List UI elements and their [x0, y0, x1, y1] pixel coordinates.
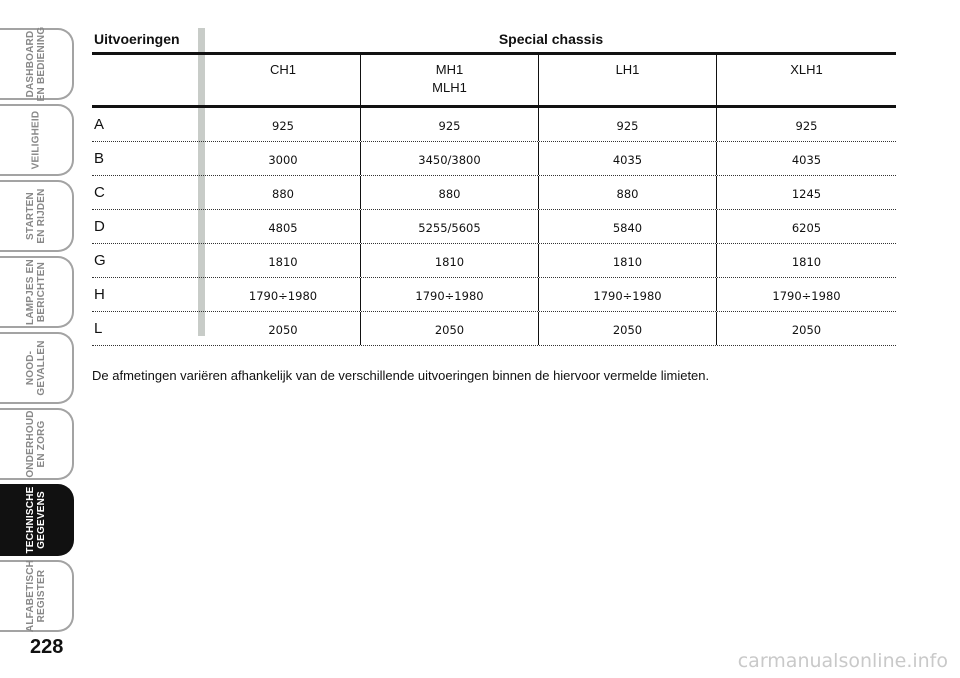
table-cell: 1810: [538, 244, 716, 277]
tab-label: ONDERHOUD EN ZORG: [25, 410, 47, 478]
table-cell: 1790÷1980: [716, 278, 896, 311]
table-cell: 1790÷1980: [248, 289, 318, 303]
tab-dashboard[interactable]: [0, 28, 74, 100]
table-cell: 1810: [716, 244, 896, 277]
column-header: XLH1: [716, 55, 896, 105]
column-header: [360, 55, 538, 105]
table-cell: 1810: [268, 255, 298, 269]
tab-starten[interactable]: [0, 180, 74, 252]
table-header: [92, 28, 896, 55]
row-label: D: [94, 218, 105, 235]
table-row: [92, 108, 896, 142]
row-label: A: [94, 116, 105, 133]
row-label: H: [94, 286, 105, 303]
column-headers: [92, 55, 896, 108]
table-cell: 4035: [538, 142, 716, 175]
table-cell: 2050: [360, 312, 538, 345]
column-header: LH1: [538, 55, 716, 105]
table-cell: 925: [538, 108, 716, 141]
table-cell: 5255/5605: [360, 210, 538, 243]
tab-label: TECHNISCHE GEGEVENS: [25, 486, 47, 554]
table-cell: 5840: [538, 210, 716, 243]
tab-technische-gegevens[interactable]: [0, 484, 74, 556]
tab-label: ALFABETISCH REGISTER: [25, 559, 47, 633]
table-row: [92, 210, 896, 244]
tab-label: LAMPJES EN BERICHTEN: [25, 259, 47, 325]
table-row: [92, 278, 896, 312]
dimensions-note: De afmetingen variëren afhankelijk van de verschillende uitvoeringen binnen de hiervoor vermelde limieten.: [92, 368, 710, 383]
table-cell: 2050: [268, 323, 298, 337]
tab-label: STARTEN EN RIJDEN: [25, 188, 47, 244]
table-row: [92, 142, 896, 176]
tab-label: NOOD- GEVALLEN: [25, 340, 47, 396]
dimensions-table: [92, 28, 896, 346]
table-cell: 6205: [716, 210, 896, 243]
tab-veiligheid[interactable]: [0, 104, 74, 176]
row-label: G: [94, 252, 106, 269]
table-cell: 880: [272, 187, 294, 201]
tab-label: VEILIGHEID: [30, 110, 42, 170]
column-header: CH1: [269, 62, 296, 77]
table-row: [92, 312, 896, 346]
header-special-chassis: Special chassis: [498, 31, 604, 47]
table-cell: 4035: [716, 142, 896, 175]
tab-noodgevallen[interactable]: [0, 332, 74, 404]
header-versions: Uitvoeringen: [94, 31, 180, 47]
tab-lampjes[interactable]: [0, 256, 74, 328]
table-cell: 925: [360, 108, 538, 141]
row-label: B: [94, 150, 105, 167]
tab-label: DASHBOARD EN BEDIENING: [25, 26, 47, 102]
row-label: L: [94, 320, 103, 337]
table-cell: 1245: [716, 176, 896, 209]
tab-alfabetisch-register[interactable]: [0, 560, 74, 632]
side-tabs: [0, 28, 74, 636]
table-row: [92, 244, 896, 278]
table-cell: 4805: [268, 221, 298, 235]
table-cell: 925: [272, 119, 294, 133]
table-cell: 880: [538, 176, 716, 209]
table-cell: 925: [716, 108, 896, 141]
table-cell: 1810: [360, 244, 538, 277]
table-cell: 3000: [268, 153, 298, 167]
column-header-text: MH1 MLH1: [432, 62, 467, 95]
table-cell: 3450/3800: [360, 142, 538, 175]
page-number: 228: [30, 636, 64, 658]
table-cell: 1790÷1980: [360, 278, 538, 311]
tab-onderhoud[interactable]: [0, 408, 74, 480]
table-cell: 880: [360, 176, 538, 209]
table-cell: 1790÷1980: [538, 278, 716, 311]
table-cell: 2050: [716, 312, 896, 345]
row-label: C: [94, 184, 105, 201]
watermark: carmanualsonline.info: [737, 650, 948, 672]
table-row: [92, 176, 896, 210]
table-cell: 2050: [538, 312, 716, 345]
